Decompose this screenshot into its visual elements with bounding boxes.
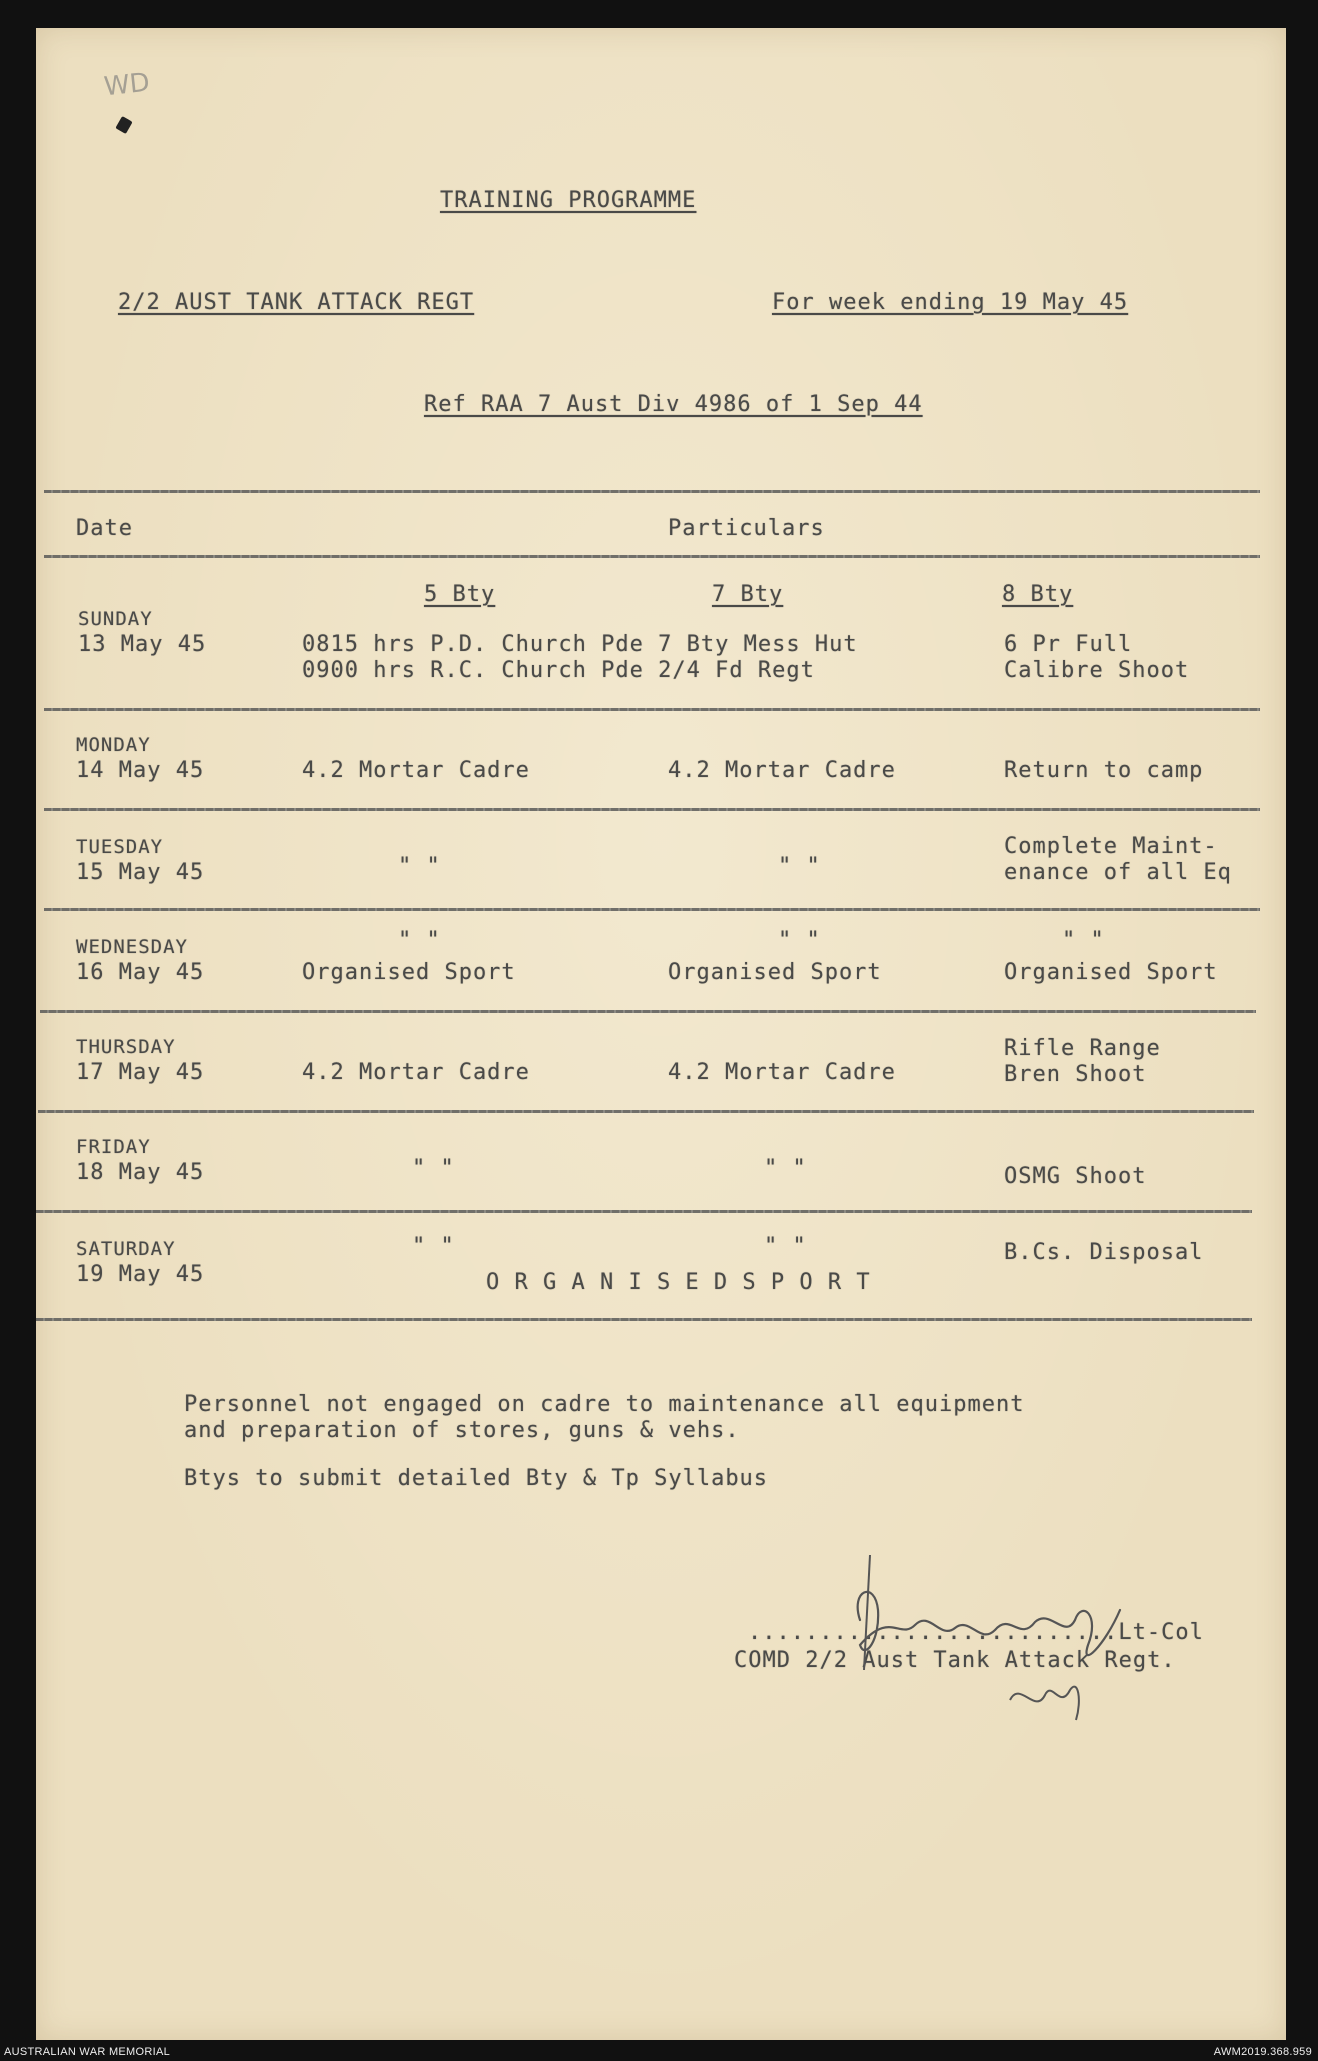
cell-5-bty: " " — [412, 1156, 455, 1181]
row-day: SATURDAY — [76, 1238, 176, 1260]
cell-5-bty: " " — [412, 1234, 455, 1259]
row-day: WEDNESDAY — [76, 936, 188, 958]
ditto-8-bty: " " — [1062, 928, 1105, 953]
cell-8-bty: 6 Pr Full — [1004, 632, 1133, 657]
cell-5-bty: 0815 hrs P.D. Church Pde 7 Bty Mess Hut — [302, 632, 858, 657]
cell-5-bty: 4.2 Mortar Cadre — [302, 1060, 530, 1085]
cell-8-bty: Return to camp — [1004, 758, 1204, 783]
reference-line: Ref RAA 7 Aust Div 4986 of 1 Sep 44 — [424, 392, 923, 417]
span-organised-sport: O R G A N I S E D S P O R T — [486, 1270, 871, 1295]
col-date-header: Date — [76, 516, 133, 541]
cell-7-bty: Organised Sport — [668, 960, 882, 985]
unit-name: 2/2 AUST TANK ATTACK REGT — [118, 290, 475, 315]
ditto-5-bty: " " — [398, 928, 441, 953]
cell-7-bty: 4.2 Mortar Cadre — [668, 1060, 896, 1085]
cell-7-bty: 4.2 Mortar Cadre — [668, 758, 896, 783]
signature-line: ..........................Lt-Col — [748, 1620, 1204, 1645]
document-page — [36, 28, 1286, 2040]
row-date: 19 May 45 — [76, 1262, 205, 1287]
bty-header-7: 7 Bty — [712, 582, 784, 607]
cell-8-bty: Organised Sport — [1004, 960, 1218, 985]
table-rule — [40, 1010, 1256, 1013]
row-date: 14 May 45 — [76, 758, 205, 783]
cell-8-bty: OSMG Shoot — [1004, 1164, 1147, 1189]
footer-left: AUSTRALIAN WAR MEMORIAL — [4, 2046, 171, 2058]
cell-5-bty: " " — [398, 854, 441, 879]
cell-7-bty: " " — [764, 1156, 807, 1181]
note-line: Btys to submit detailed Bty & Tp Syllabus — [184, 1466, 769, 1491]
row-date: 18 May 45 — [76, 1160, 205, 1185]
bty-header-5: 5 Bty — [424, 582, 496, 607]
row-day: SUNDAY — [78, 608, 153, 630]
table-rule — [44, 490, 1260, 493]
commander-title: COMD 2/2 Aust Tank Attack Regt. — [734, 1648, 1176, 1673]
document-title: TRAINING PROGRAMME — [440, 188, 697, 213]
handwritten-signature — [820, 1550, 1200, 1730]
cell-8-bty: Rifle Range — [1004, 1036, 1161, 1061]
row-day: FRIDAY — [76, 1136, 151, 1158]
cell-8-bty: Complete Maint- — [1004, 834, 1218, 859]
table-rule — [44, 555, 1260, 558]
cell-8-bty: B.Cs. Disposal — [1004, 1240, 1204, 1265]
cell-8-bty: enance of all Eq — [1004, 860, 1232, 885]
cell-5-bty: 4.2 Mortar Cadre — [302, 758, 530, 783]
cell-5-bty: Organised Sport — [302, 960, 516, 985]
handwritten-note: WD — [102, 67, 152, 103]
row-day: MONDAY — [76, 734, 151, 756]
bty-header-8: 8 Bty — [1002, 582, 1074, 607]
cell-7-bty: " " — [764, 1234, 807, 1259]
note-line: and preparation of stores, guns & vehs. — [184, 1418, 740, 1443]
footer-right: AWM2019.368.959 — [1213, 2046, 1312, 2058]
note-line: Personnel not engaged on cadre to maintenance all equipment — [184, 1392, 1025, 1417]
table-rule — [36, 1210, 1252, 1213]
table-rule — [44, 708, 1260, 711]
row-date: 16 May 45 — [76, 960, 205, 985]
col-particulars-header: Particulars — [668, 516, 825, 541]
ditto-7-bty: " " — [778, 928, 821, 953]
row-date: 17 May 45 — [76, 1060, 205, 1085]
table-rule — [36, 1318, 1252, 1321]
row-date: 15 May 45 — [76, 860, 205, 885]
table-rule — [44, 808, 1260, 811]
table-rule — [38, 1110, 1254, 1113]
cell-8-bty: Calibre Shoot — [1004, 658, 1190, 683]
cell-7-bty: " " — [778, 854, 821, 879]
row-day: THURSDAY — [76, 1036, 176, 1058]
row-date: 13 May 45 — [78, 632, 207, 657]
table-rule — [44, 908, 1260, 911]
row-day: TUESDAY — [76, 836, 164, 858]
cell-8-bty: Bren Shoot — [1004, 1062, 1147, 1087]
cell-5-bty: 0900 hrs R.C. Church Pde 2/4 Fd Regt — [302, 658, 815, 683]
week-ending: For week ending 19 May 45 — [772, 290, 1129, 315]
